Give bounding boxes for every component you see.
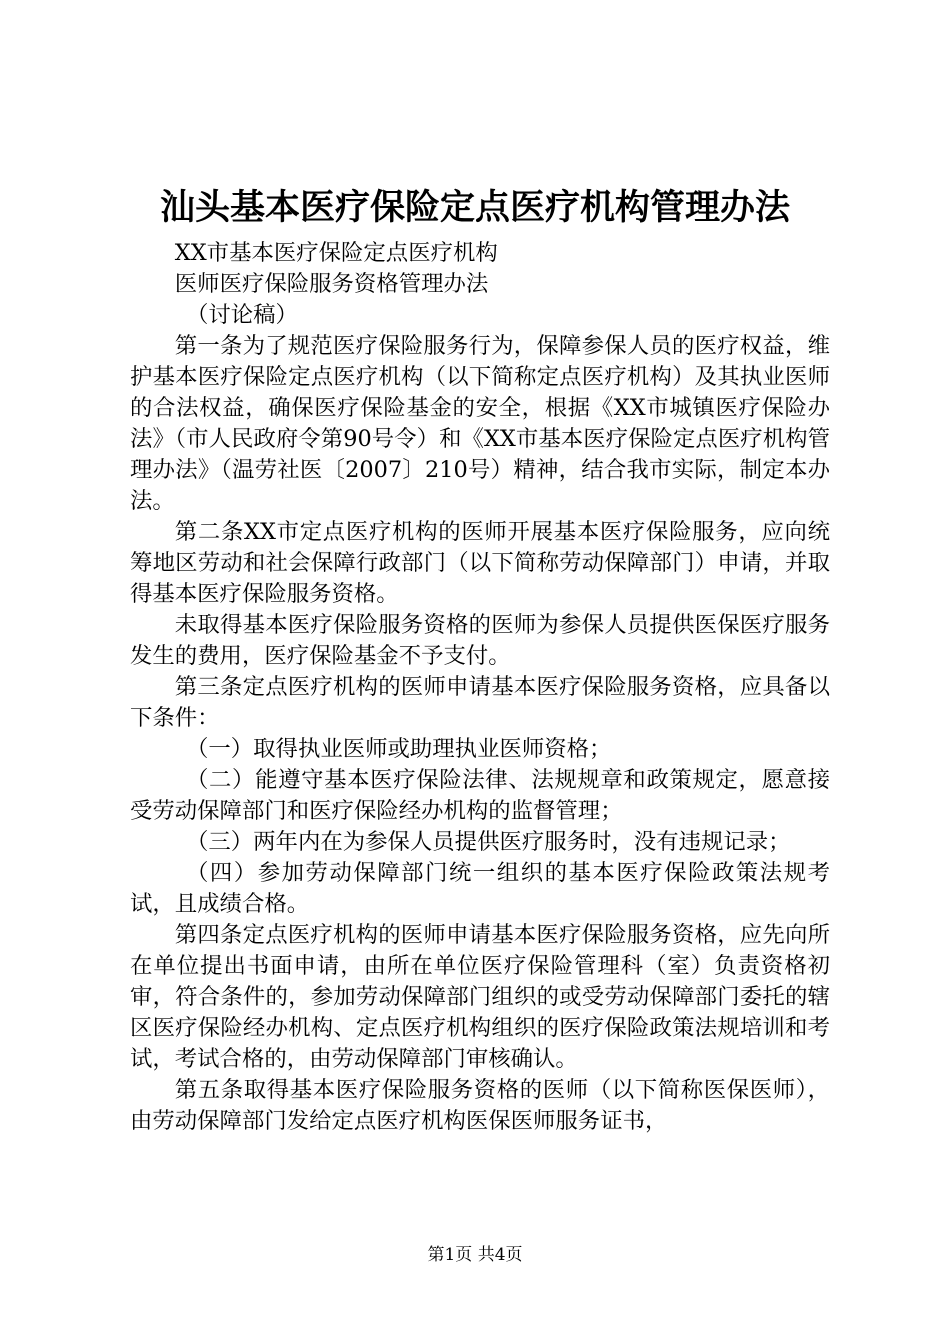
condition-1: （一）取得执业医师或助理执业医师资格； xyxy=(186,736,612,762)
condition-4: （四）参加劳动保障部门统一组织的基本医疗保险政策法规考试，且成绩合格。 xyxy=(130,860,830,917)
article-2-note-paragraph: 未取得基本医疗保险服务资格的医师为参保人员提供医保医疗服务发生的费用，医疗保险基金不予支付。 xyxy=(130,612,830,669)
article-3-paragraph: 第三条定点医疗机构的医师申请基本医疗保险服务资格，应具备以下条件： xyxy=(130,674,830,731)
page-number-footer: 第1页 共4页 xyxy=(427,1245,523,1265)
draft-note: （讨论稿） xyxy=(186,302,298,328)
article-5-paragraph: 第五条取得基本医疗保险服务资格的医师（以下简称医保医师），由劳动保障部门发给定点医疗机构医保医师服务证书， xyxy=(130,1077,830,1134)
condition-2: （二）能遵守基本医疗保险法律、法规规章和政策规定，愿意接受劳动保障部门和医疗保险经办机构的监督管理； xyxy=(130,767,830,824)
condition-3: （三）两年内在为参保人员提供医疗服务时，没有违规记录； xyxy=(186,829,791,855)
heading-line-2: 医师医疗保险服务资格管理办法 xyxy=(174,271,489,297)
heading-line-1: XX市基本医疗保险定点医疗机构 xyxy=(174,240,498,266)
article-4-paragraph: 第四条定点医疗机构的医师申请基本医疗保险服务资格，应先向所在单位提出书面申请，由所在单位医疗保险管理科（室）负责资格初审，符合条件的，参加劳动保障部门组织的或受劳动保障部门委托的辖区医疗保险经办机构、定点医疗机构组织的医疗保险政策法规培训和考试，考试合格的，由劳动保障部门审核确认。 xyxy=(130,922,830,1072)
document-body xyxy=(130,238,830,1137)
article-1-paragraph: 第一条为了规范医疗保险服务行为，保障参保人员的医疗权益，维护基本医疗保险定点医疗机构（以下简称定点医疗机构）及其执业医师的合法权益，确保医疗保险基金的安全，根据《XX市城镇医疗保险办法》（市人民政府令第90号令）和《XX市基本医疗保险定点医疗机构管理办法》（温劳社医〔2007〕210号）精神，结合我市实际，制定本办法。 xyxy=(130,333,830,514)
article-2-paragraph: 第二条XX市定点医疗机构的医师开展基本医疗保险服务，应向统筹地区劳动和社会保障行政部门（以下简称劳动保障部门）申请，并取得基本医疗保险服务资格。 xyxy=(130,519,830,607)
document-title: 汕头基本医疗保险定点医疗机构管理办法 xyxy=(159,188,790,228)
